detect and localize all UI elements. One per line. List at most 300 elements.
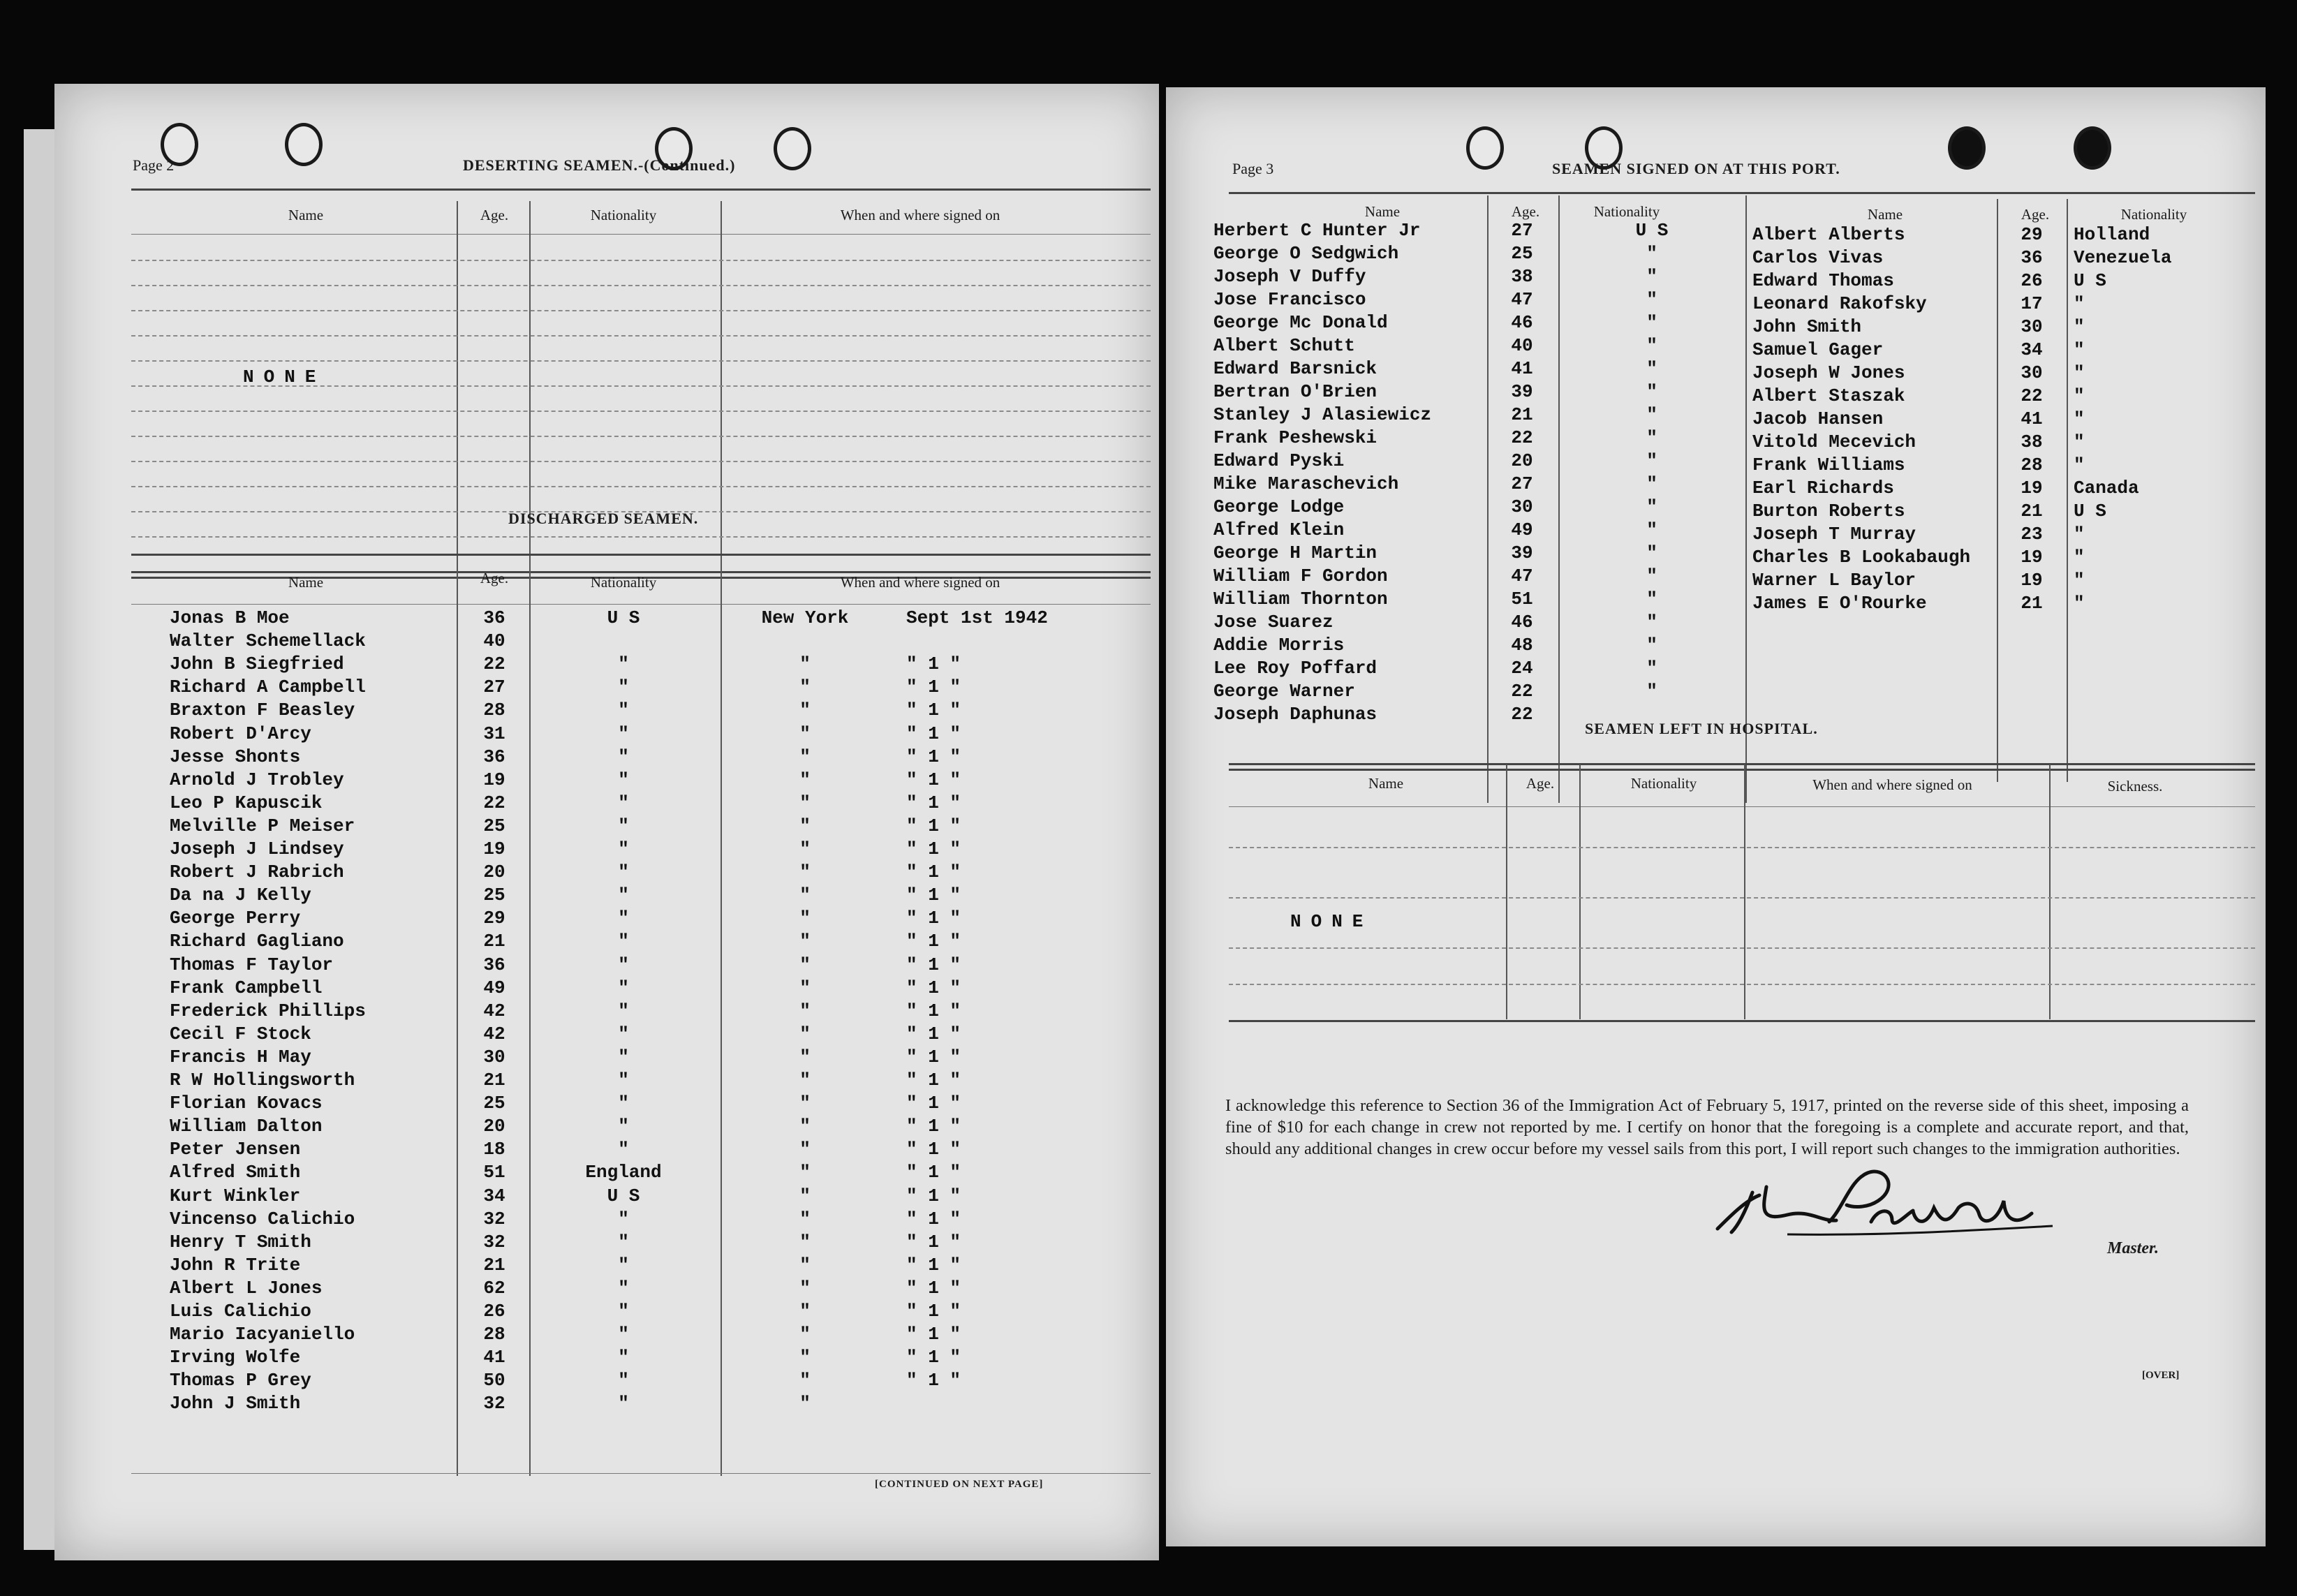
table-rule	[131, 234, 1151, 235]
col-header-age: Age.	[1526, 775, 1555, 792]
seaman-age: 22	[1511, 427, 1533, 448]
column-divider	[1744, 764, 1745, 1019]
table-row	[54, 653, 1159, 677]
table-row	[1745, 547, 2262, 570]
signed-on-date: " 1 "	[906, 1254, 961, 1276]
table-row	[54, 700, 1159, 723]
col-header-nationality: Nationality	[2120, 206, 2187, 223]
table-row	[1745, 362, 2262, 385]
seaman-age: 30	[1511, 496, 1533, 517]
signed-on-place: New York	[761, 607, 849, 628]
signed-on-place: "	[799, 954, 811, 975]
section-rule	[131, 554, 1151, 556]
table-row	[54, 1255, 1159, 1278]
signed-on-place: "	[799, 1254, 811, 1276]
seaman-age: 19	[483, 769, 505, 790]
seaman-nationality: "	[618, 838, 629, 859]
seaman-age: 36	[2021, 247, 2043, 268]
table-row	[1745, 385, 2262, 408]
signed-on-date: " 1 "	[906, 815, 961, 836]
seaman-name: Francis H May	[170, 1046, 311, 1067]
table-row	[54, 1347, 1159, 1370]
seaman-age: 19	[483, 838, 505, 859]
seaman-nationality: "	[1646, 473, 1657, 494]
punch-hole	[2074, 126, 2111, 170]
seaman-name: Leonard Rakofsky	[1752, 293, 1927, 314]
ruled-line	[131, 411, 1151, 412]
seaman-age: 30	[2021, 316, 2043, 337]
seaman-name: John Smith	[1752, 316, 1862, 337]
seaman-nationality: U S	[2074, 270, 2106, 291]
col-header-age: Age.	[1511, 203, 1540, 220]
seaman-name: Jose Suarez	[1213, 612, 1334, 633]
table-row	[1745, 224, 2262, 247]
seaman-age: 50	[483, 1370, 505, 1391]
seaman-age: 46	[1511, 312, 1533, 333]
seaman-nationality: "	[618, 746, 629, 767]
left-page	[54, 84, 1159, 1560]
signed-on-date: " 1 "	[906, 653, 961, 675]
signed-on-date: " 1 "	[906, 1116, 961, 1137]
ruled-line	[1229, 897, 2255, 899]
seaman-name: Jose Francisco	[1213, 289, 1366, 310]
signed-on-place: "	[799, 1000, 811, 1021]
ruled-line	[1229, 984, 2255, 985]
table-row	[54, 630, 1159, 653]
seaman-age: 51	[483, 1162, 505, 1183]
table-row	[54, 1162, 1159, 1185]
seaman-age: 28	[483, 1324, 505, 1345]
column-divider	[2049, 764, 2051, 1019]
signed-on-date: " 1 "	[906, 862, 961, 883]
signed-on-date: " 1 "	[906, 838, 961, 859]
table-row	[54, 954, 1159, 977]
seaman-nationality: U S	[607, 607, 640, 628]
seaman-nationality: "	[1646, 612, 1657, 633]
seaman-nationality: "	[2074, 455, 2085, 475]
seaman-nationality: "	[2074, 385, 2085, 406]
seaman-nationality: "	[1646, 358, 1657, 379]
section-title-hospital: SEAMEN LEFT IN HOSPITAL.	[1585, 720, 1818, 737]
seaman-nationality: "	[618, 1301, 629, 1322]
table-row	[54, 1116, 1159, 1139]
seaman-name: Frank Campbell	[170, 977, 323, 998]
seaman-age: 18	[483, 1139, 505, 1160]
ruled-line	[131, 360, 1151, 362]
seaman-age: 24	[1511, 658, 1533, 679]
seaman-nationality: "	[618, 1023, 629, 1044]
table-row	[1745, 431, 2262, 455]
table-row	[1745, 478, 2262, 501]
seaman-name: Peter Jensen	[170, 1139, 301, 1160]
table-row	[54, 931, 1159, 954]
signed-on-date: " 1 "	[906, 977, 961, 998]
seaman-age: 21	[2021, 593, 2043, 614]
seaman-name: Albert Alberts	[1752, 224, 1905, 245]
seaman-nationality: "	[2074, 339, 2085, 360]
seaman-age: 20	[483, 1116, 505, 1137]
signed-on-date: " 1 "	[906, 723, 961, 744]
seaman-age: 34	[483, 1185, 505, 1206]
signed-on-place: "	[799, 700, 811, 721]
seaman-name: Jacob Hansen	[1752, 408, 1884, 429]
seaman-age: 31	[483, 723, 505, 744]
signed-on-place: "	[799, 1347, 811, 1368]
seaman-age: 21	[483, 931, 505, 952]
ruled-line	[131, 310, 1151, 311]
col-header-age: Age.	[480, 570, 509, 586]
seaman-nationality: "	[2074, 547, 2085, 568]
section-title-signed-on: SEAMEN SIGNED ON AT THIS PORT.	[1552, 160, 1840, 177]
seaman-age: 26	[2021, 270, 2043, 291]
seaman-name: Warner L Baylor	[1752, 570, 1916, 591]
seaman-nationality: "	[618, 931, 629, 952]
master-signature	[1704, 1159, 2067, 1264]
seaman-age: 19	[2021, 547, 2043, 568]
col-header-name: Name	[1368, 775, 1404, 792]
signed-on-place: "	[799, 815, 811, 836]
seaman-name: Joseph V Duffy	[1213, 266, 1366, 287]
table-row	[54, 1070, 1159, 1093]
table-row	[1166, 335, 1745, 358]
table-row	[1166, 519, 1745, 542]
right-page	[1166, 87, 2266, 1546]
seaman-nationality: "	[1646, 496, 1657, 517]
page-number: Page 3	[1232, 160, 1274, 177]
seaman-nationality: "	[1646, 404, 1657, 425]
seaman-name: Edward Barsnick	[1213, 358, 1378, 379]
seaman-nationality: "	[618, 1046, 629, 1067]
seaman-nationality: "	[618, 1347, 629, 1368]
signed-on-date: " 1 "	[906, 1185, 961, 1206]
signed-on-table-col2	[1745, 224, 2262, 755]
signed-on-date: " 1 "	[906, 1046, 961, 1067]
table-row	[1745, 524, 2262, 547]
header-rule	[131, 189, 1151, 191]
signed-on-date: " 1 "	[906, 908, 961, 929]
seaman-name: Addie Morris	[1213, 635, 1345, 656]
seaman-name: Da na J Kelly	[170, 885, 311, 906]
seaman-name: Florian Kovacs	[170, 1093, 323, 1114]
table-row	[1166, 450, 1745, 473]
seaman-age: 38	[1511, 266, 1533, 287]
seaman-name: Edward Pyski	[1213, 450, 1345, 471]
seaman-nationality: "	[618, 723, 629, 744]
signed-on-place: "	[799, 1093, 811, 1114]
section-rule	[1229, 769, 2255, 771]
table-row	[1745, 247, 2262, 270]
seaman-nationality: "	[1646, 681, 1657, 702]
seaman-age: 27	[1511, 220, 1533, 241]
seaman-age: 25	[1511, 243, 1533, 264]
seaman-nationality: U S	[2074, 501, 2106, 522]
seaman-age: 62	[483, 1277, 505, 1299]
table-rule	[1229, 806, 2255, 807]
signed-on-place: "	[799, 1393, 811, 1414]
table-row	[1745, 408, 2262, 431]
seaman-age: 25	[483, 885, 505, 906]
table-row	[1745, 293, 2262, 316]
signed-on-place: "	[799, 1324, 811, 1345]
section-title-discharged: DISCHARGED SEAMEN.	[508, 510, 699, 527]
seaman-age: 20	[483, 862, 505, 883]
seaman-name: Frank Peshewski	[1213, 427, 1378, 448]
hospital-entry: NONE	[1290, 911, 1373, 932]
table-row	[1166, 635, 1745, 658]
table-row	[54, 769, 1159, 792]
seaman-age: 29	[483, 908, 505, 929]
col-header-name: Name	[1364, 203, 1401, 220]
signed-on-place: "	[799, 1185, 811, 1206]
table-row	[1166, 289, 1745, 312]
signed-on-date: " 1 "	[906, 1277, 961, 1299]
seaman-age: 30	[483, 1046, 505, 1067]
signed-on-date: " 1 "	[906, 1208, 961, 1229]
seaman-nationality: "	[618, 1093, 629, 1114]
seaman-name: Frank Williams	[1752, 455, 1905, 475]
col-header-when-where: When and where signed on	[840, 207, 1000, 223]
table-row	[1166, 566, 1745, 589]
seaman-name: Joseph Daphunas	[1213, 704, 1378, 725]
signed-on-place: "	[799, 931, 811, 952]
table-row	[54, 1024, 1159, 1047]
signed-on-place: "	[799, 1046, 811, 1067]
signed-on-place: "	[799, 1023, 811, 1044]
table-row	[54, 1370, 1159, 1393]
signed-on-place: "	[799, 653, 811, 675]
seaman-age: 21	[483, 1070, 505, 1091]
seaman-age: 27	[1511, 473, 1533, 494]
seaman-nationality: "	[618, 1393, 629, 1414]
table-row	[54, 1393, 1159, 1416]
signed-on-place: "	[799, 1070, 811, 1091]
seaman-nationality: "	[2074, 524, 2085, 545]
seaman-nationality: "	[618, 815, 629, 836]
table-row	[1166, 542, 1745, 566]
seaman-age: 49	[483, 977, 505, 998]
seaman-nationality: "	[2074, 316, 2085, 337]
seaman-age: 32	[483, 1208, 505, 1229]
seaman-nationality: "	[618, 1254, 629, 1276]
table-row	[54, 746, 1159, 769]
signed-on-place: "	[799, 1370, 811, 1391]
seaman-age: 22	[483, 792, 505, 813]
seaman-nationality: "	[618, 1277, 629, 1299]
signed-on-date: " 1 "	[906, 792, 961, 813]
ruled-line	[131, 335, 1151, 337]
table-row	[54, 1232, 1159, 1255]
seaman-name: Albert L Jones	[170, 1277, 323, 1299]
seaman-name: Stanley J Alasiewicz	[1213, 404, 1432, 425]
table-row	[54, 885, 1159, 908]
seaman-age: 40	[483, 630, 505, 652]
signed-on-place: "	[799, 977, 811, 998]
section-title-deserting: DESERTING SEAMEN.-(Continued.)	[463, 156, 736, 174]
deserting-entry: NONE	[243, 367, 326, 387]
table-row	[54, 792, 1159, 815]
table-row	[54, 1209, 1159, 1232]
signed-on-date: " 1 "	[906, 1162, 961, 1183]
seaman-age: 41	[2021, 408, 2043, 429]
seaman-name: Albert Schutt	[1213, 335, 1355, 356]
seaman-nationality: "	[618, 908, 629, 929]
signed-on-date: " 1 "	[906, 1324, 961, 1345]
signed-on-date: " 1 "	[906, 1370, 961, 1391]
signed-on-place: "	[799, 677, 811, 698]
seaman-nationality: "	[618, 977, 629, 998]
table-row	[54, 1139, 1159, 1162]
signed-on-date: " 1 "	[906, 1093, 961, 1114]
seaman-nationality: "	[618, 1231, 629, 1253]
signed-on-date: " 1 "	[906, 1000, 961, 1021]
seaman-age: 32	[483, 1231, 505, 1253]
seaman-age: 23	[2021, 524, 2043, 545]
seaman-name: Alfred Klein	[1213, 519, 1345, 540]
signed-on-date: " 1 "	[906, 1139, 961, 1160]
signed-on-date: " 1 "	[906, 1301, 961, 1322]
signed-on-date: " 1 "	[906, 746, 961, 767]
seaman-name: Vincenso Calichio	[170, 1208, 355, 1229]
table-row	[1745, 501, 2262, 524]
signed-on-date: " 1 "	[906, 700, 961, 721]
signed-on-date: " 1 "	[906, 885, 961, 906]
table-row	[54, 838, 1159, 862]
seaman-nationality: "	[618, 954, 629, 975]
ruled-line	[131, 285, 1151, 286]
seaman-age: 29	[2021, 224, 2043, 245]
table-row	[54, 607, 1159, 630]
seaman-name: Earl Richards	[1752, 478, 1894, 498]
seaman-age: 20	[1511, 450, 1533, 471]
seaman-nationality: "	[1646, 635, 1657, 656]
col-header-when-where: When and where signed on	[840, 574, 1000, 591]
seaman-age: 27	[483, 677, 505, 698]
discharged-table-body	[54, 607, 1159, 1480]
seaman-name: Jonas B Moe	[170, 607, 290, 628]
punch-hole	[1466, 126, 1504, 170]
punch-hole	[1948, 126, 1986, 170]
seaman-nationality: "	[1646, 335, 1657, 356]
table-row	[1166, 381, 1745, 404]
seaman-name: Mike Maraschevich	[1213, 473, 1399, 494]
table-row	[1166, 681, 1745, 704]
col-header-age: Age.	[2021, 206, 2050, 223]
ruled-line	[1229, 847, 2255, 848]
table-row	[54, 1000, 1159, 1024]
seaman-name: Joseph T Murray	[1752, 524, 1916, 545]
seaman-nationality: "	[1646, 589, 1657, 609]
seaman-age: 46	[1511, 612, 1533, 633]
seaman-nationality: "	[618, 1139, 629, 1160]
seaman-age: 51	[1511, 589, 1533, 609]
table-row	[1166, 312, 1745, 335]
seaman-name: Thomas P Grey	[170, 1370, 311, 1391]
seaman-nationality: "	[2074, 362, 2085, 383]
seaman-name: William Dalton	[170, 1116, 323, 1137]
seaman-name: Albert Staszak	[1752, 385, 1905, 406]
seaman-name: Vitold Mecevich	[1752, 431, 1916, 452]
seaman-name: George O Sedgwich	[1213, 243, 1399, 264]
punch-hole	[774, 127, 811, 170]
column-divider	[1506, 764, 1507, 1019]
certification-text: I acknowledge this reference to Section 36 of the Immigration Act of February 5, 1917, printed on the reverse side of this sheet, imposing a fine of $10 for each change in crew not reported by me. I certify on honor that the foregoing is a complete and accurate report, and that, should any additional changes in crew occur before my vessel sails from this port, I will report such changes to the immigration authorities.	[1225, 1096, 2189, 1158]
signed-on-place: "	[799, 1139, 811, 1160]
ruled-line	[131, 536, 1151, 538]
seaman-name: George Mc Donald	[1213, 312, 1388, 333]
ruled-line	[131, 486, 1151, 487]
ruled-line	[131, 436, 1151, 437]
signed-on-place: "	[799, 885, 811, 906]
seaman-name: Jesse Shonts	[170, 746, 301, 767]
seaman-age: 25	[483, 1093, 505, 1114]
seaman-nationality: "	[618, 1324, 629, 1345]
seaman-nationality: "	[2074, 570, 2085, 591]
seaman-name: Richard A Campbell	[170, 677, 366, 698]
signed-on-place: "	[799, 838, 811, 859]
table-row	[54, 723, 1159, 746]
seaman-nationality: "	[2074, 431, 2085, 452]
ruled-line	[131, 260, 1151, 261]
seaman-age: 36	[483, 607, 505, 628]
table-row	[1166, 496, 1745, 519]
table-row	[1166, 220, 1745, 243]
col-header-sickness: Sickness.	[2107, 778, 2163, 795]
seaman-name: Burton Roberts	[1752, 501, 1905, 522]
col-header-name: Name	[288, 207, 324, 223]
seaman-nationality: "	[618, 792, 629, 813]
signed-on-place: "	[799, 723, 811, 744]
table-row	[54, 1278, 1159, 1301]
table-row	[54, 908, 1159, 931]
col-header-name: Name	[1867, 206, 1903, 223]
signed-on-date: " 1 "	[906, 954, 961, 975]
seaman-nationality: "	[618, 862, 629, 883]
seaman-nationality: "	[2074, 408, 2085, 429]
seaman-name: Lee Roy Poffard	[1213, 658, 1378, 679]
seaman-age: 17	[2021, 293, 2043, 314]
seaman-age: 39	[1511, 381, 1533, 402]
seaman-age: 48	[1511, 635, 1533, 656]
seaman-name: Henry T Smith	[170, 1231, 311, 1253]
seaman-name: Frederick Phillips	[170, 1000, 366, 1021]
seaman-nationality: "	[1646, 266, 1657, 287]
seaman-name: William Thornton	[1213, 589, 1388, 609]
seaman-nationality: "	[2074, 593, 2085, 614]
seaman-age: 19	[2021, 478, 2043, 498]
seaman-name: Herbert C Hunter Jr	[1213, 220, 1421, 241]
paper-edge-left	[24, 129, 56, 1550]
seaman-name: William F Gordon	[1213, 566, 1388, 586]
over-label: [OVER]	[2142, 1370, 2180, 1381]
signed-on-date: " 1 "	[906, 1231, 961, 1253]
page-number: Page 2	[133, 156, 175, 174]
seaman-nationality: "	[1646, 243, 1657, 264]
seaman-age: 41	[483, 1347, 505, 1368]
signed-on-place: "	[799, 908, 811, 929]
seaman-name: Joseph J Lindsey	[170, 838, 344, 859]
table-row	[1745, 593, 2262, 616]
seaman-name: Alfred Smith	[170, 1162, 301, 1183]
table-row	[1745, 270, 2262, 293]
seaman-nationality: "	[618, 1000, 629, 1021]
seaman-age: 39	[1511, 542, 1533, 563]
seaman-name: Thomas F Taylor	[170, 954, 334, 975]
seaman-name: Edward Thomas	[1752, 270, 1894, 291]
table-row	[1166, 658, 1745, 681]
seaman-age: 36	[483, 746, 505, 767]
seaman-name: Mario Iacyaniello	[170, 1324, 355, 1345]
seaman-age: 26	[483, 1301, 505, 1322]
